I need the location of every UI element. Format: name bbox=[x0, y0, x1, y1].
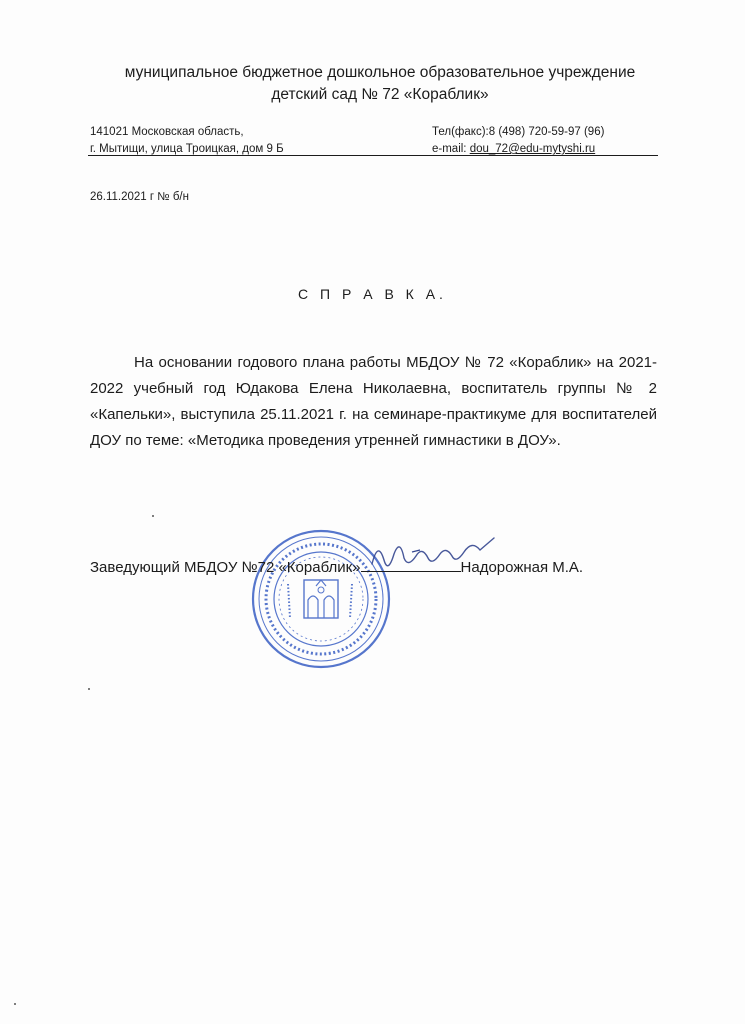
signatory-name: Надорожная М.А. bbox=[460, 559, 584, 576]
address-block bbox=[90, 124, 284, 158]
header-divider bbox=[88, 155, 658, 156]
date-reference: 26.11.2021 г № б/н bbox=[90, 191, 189, 203]
signatory-position: Заведующий МБДОУ №72 «Кораблик» bbox=[90, 559, 361, 576]
organization-header bbox=[60, 62, 700, 106]
contact-block bbox=[432, 124, 604, 158]
address-line2: г. Мытищи, улица Троицкая, дом 9 Б bbox=[90, 143, 284, 155]
scan-speck bbox=[88, 688, 90, 690]
phone-fax: Тел(факс):8 (498) 720-59-97 (96) bbox=[432, 126, 605, 138]
document-title: С П Р А В К А. bbox=[298, 286, 447, 302]
scan-speck bbox=[14, 1003, 16, 1005]
scan-speck bbox=[152, 515, 154, 517]
signature-row bbox=[90, 557, 583, 576]
body-paragraph: На основании годового плана работы МБДОУ № 72 «Кораблик» на 2021-2022 учебный год Юдакова Елена Николаевна, воспитатель группы № 2 «Капельки», выступила 25.11.2021 г. на семинаре-практикуме для воспитателей ДОУ по теме: «Методика проведения утренней гимнастики в ДОУ». bbox=[90, 354, 657, 449]
signature-line bbox=[361, 557, 461, 572]
email-link[interactable]: dou_72@edu-mytyshi.ru bbox=[469, 143, 596, 155]
address-line1: 141021 Московская область, bbox=[90, 126, 244, 138]
org-name-line1: муниципальное бюджетное дошкольное образовательное учреждение bbox=[124, 64, 636, 81]
email-label: e-mail: bbox=[432, 143, 470, 155]
org-name-line2: детский сад № 72 «Кораблик» bbox=[271, 86, 489, 103]
